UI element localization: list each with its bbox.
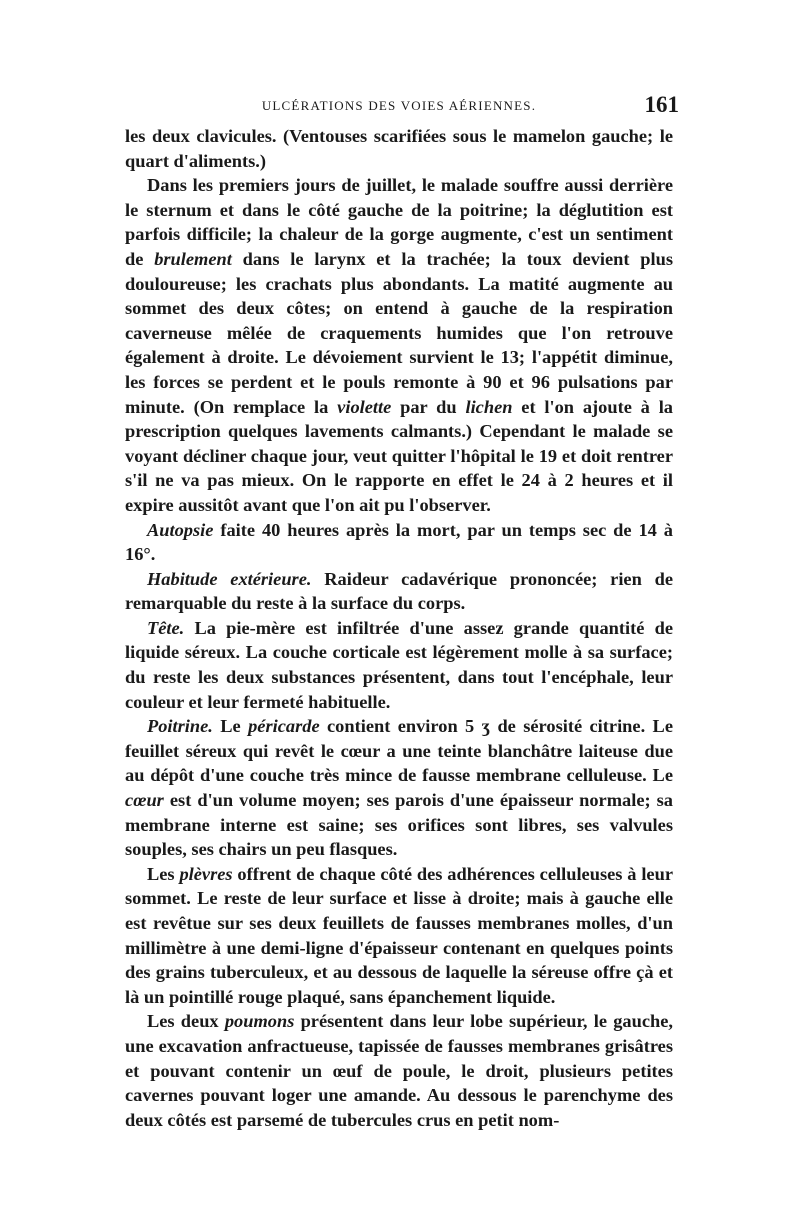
text-run: par du — [391, 396, 466, 417]
page-number: 161 — [644, 92, 679, 117]
paragraph — [125, 173, 673, 517]
paragraph — [125, 567, 673, 616]
italic-text: poumons — [224, 1011, 295, 1032]
italic-text: lichen — [465, 396, 513, 417]
italic-text: brulement — [154, 248, 232, 269]
page-header — [125, 92, 679, 124]
paragraph — [125, 518, 673, 567]
text-run: La pie-mère est infiltrée d'une assez grande quantité de liquide séreux. La couche corticale est légèrement molle à sa surface; du reste les deux substances présentent, dans tout l'encéphale, leur couleur et leur fermeté habituelle. — [125, 617, 673, 712]
text-run: les deux clavicules. (Ventouses scarifiées sous le mamelon gauche; le quart d'aliments.) — [125, 126, 673, 171]
text-run: Les deux — [147, 1011, 225, 1032]
text-run: contient environ 5 ʒ de sérosité citrine. Le feuillet séreux qui revêt le cœur a une teinte blanchâtre laiteuse due au dépôt d'une couche très mince de fausse membrane celluleuse. Le — [125, 716, 673, 786]
italic-text: Habitude extérieure. — [147, 568, 312, 589]
text-run: dans le larynx et la trachée; la toux devient plus douloureuse; les crachats plus abondants. La matité augmente au sommet des deux côtes; on entend à gauche de la respiration caverneuse mêlée de craquements humides que l'on retrouve également à droite. Le dévoiement survient le 13; l'appétit diminue, les forces se perdent et le pouls remonte à 90 et 96 pulsations par minute. (On remplace la — [125, 248, 673, 417]
text-run: faite 40 heures après la mort, par un temps sec de 14 à 16°. — [125, 519, 673, 565]
text-run: et l'on ajoute à la prescription quelques lavements calmants.) Cependant le malade se voyant décliner chaque jour, veut quitter l'hôpital le 19 et doit rentrer s'il ne va pas mieux. On le rapporte en effet le 24 à 2 heures et il expire aussitôt avant que l'on ait pu l'observer. — [125, 396, 673, 515]
text-run: Les — [147, 863, 180, 884]
body-text — [125, 124, 673, 1132]
italic-text: cœur — [125, 790, 164, 811]
text-run: est d'un volume moyen; ses parois d'une épaisseur normale; sa membrane interne est saine; ses orifices sont libres, ses valvules souples, ses chairs un peu flasques. — [125, 790, 673, 860]
italic-text: Tête. — [147, 617, 185, 638]
italic-text: violette — [337, 396, 392, 417]
book-page — [125, 92, 679, 1132]
italic-text: péricarde — [248, 716, 320, 737]
italic-text: Poitrine. — [147, 716, 213, 737]
text-run: Le — [212, 716, 249, 737]
text-run: offrent de chaque côté des adhérences celluleuses à leur sommet. Le reste de leur surface et lisse à droite; mais à gauche elle est revêtue sur ses deux feuillets de fausses membranes molles, d'un millimètre à une demi-ligne d'épaisseur contenant en quelques points des grains tuberculeux, et au dessous de laquelle la séreuse offre çà et là un pointillé rouge plaqué, sans épanchement liquide. — [125, 863, 673, 1007]
italic-text: plèvres — [179, 863, 233, 884]
paragraph — [125, 714, 673, 862]
running-title: ULCÉRATIONS DES VOIES AÉRIENNES. — [261, 98, 537, 113]
paragraph — [125, 124, 673, 173]
paragraph — [125, 616, 673, 714]
text-run: Raideur cadavérique prononcée; rien de remarquable du reste à la surface du corps. — [125, 568, 673, 614]
paragraph — [125, 1009, 673, 1132]
paragraph — [125, 862, 673, 1010]
text-run: Dans les premiers jours de juillet, le malade souffre aussi derrière le sternum et dans le côté gauche de la poitrine; la déglutition est parfois difficile; la chaleur de la gorge augmente, c'est un sentiment de — [125, 175, 673, 269]
text-run: présentent dans leur lobe supérieur, le gauche, une excavation anfractueuse, tapissée de fausses membranes grisâtres et pouvant contenir un œuf de poule, le droit, plusieurs petites cavernes pouvant loger une amande. Au dessous le parenchyme des deux côtés est parsemé de tubercules crus en petit nom- — [125, 1011, 673, 1130]
italic-text: Autopsie — [147, 519, 214, 540]
